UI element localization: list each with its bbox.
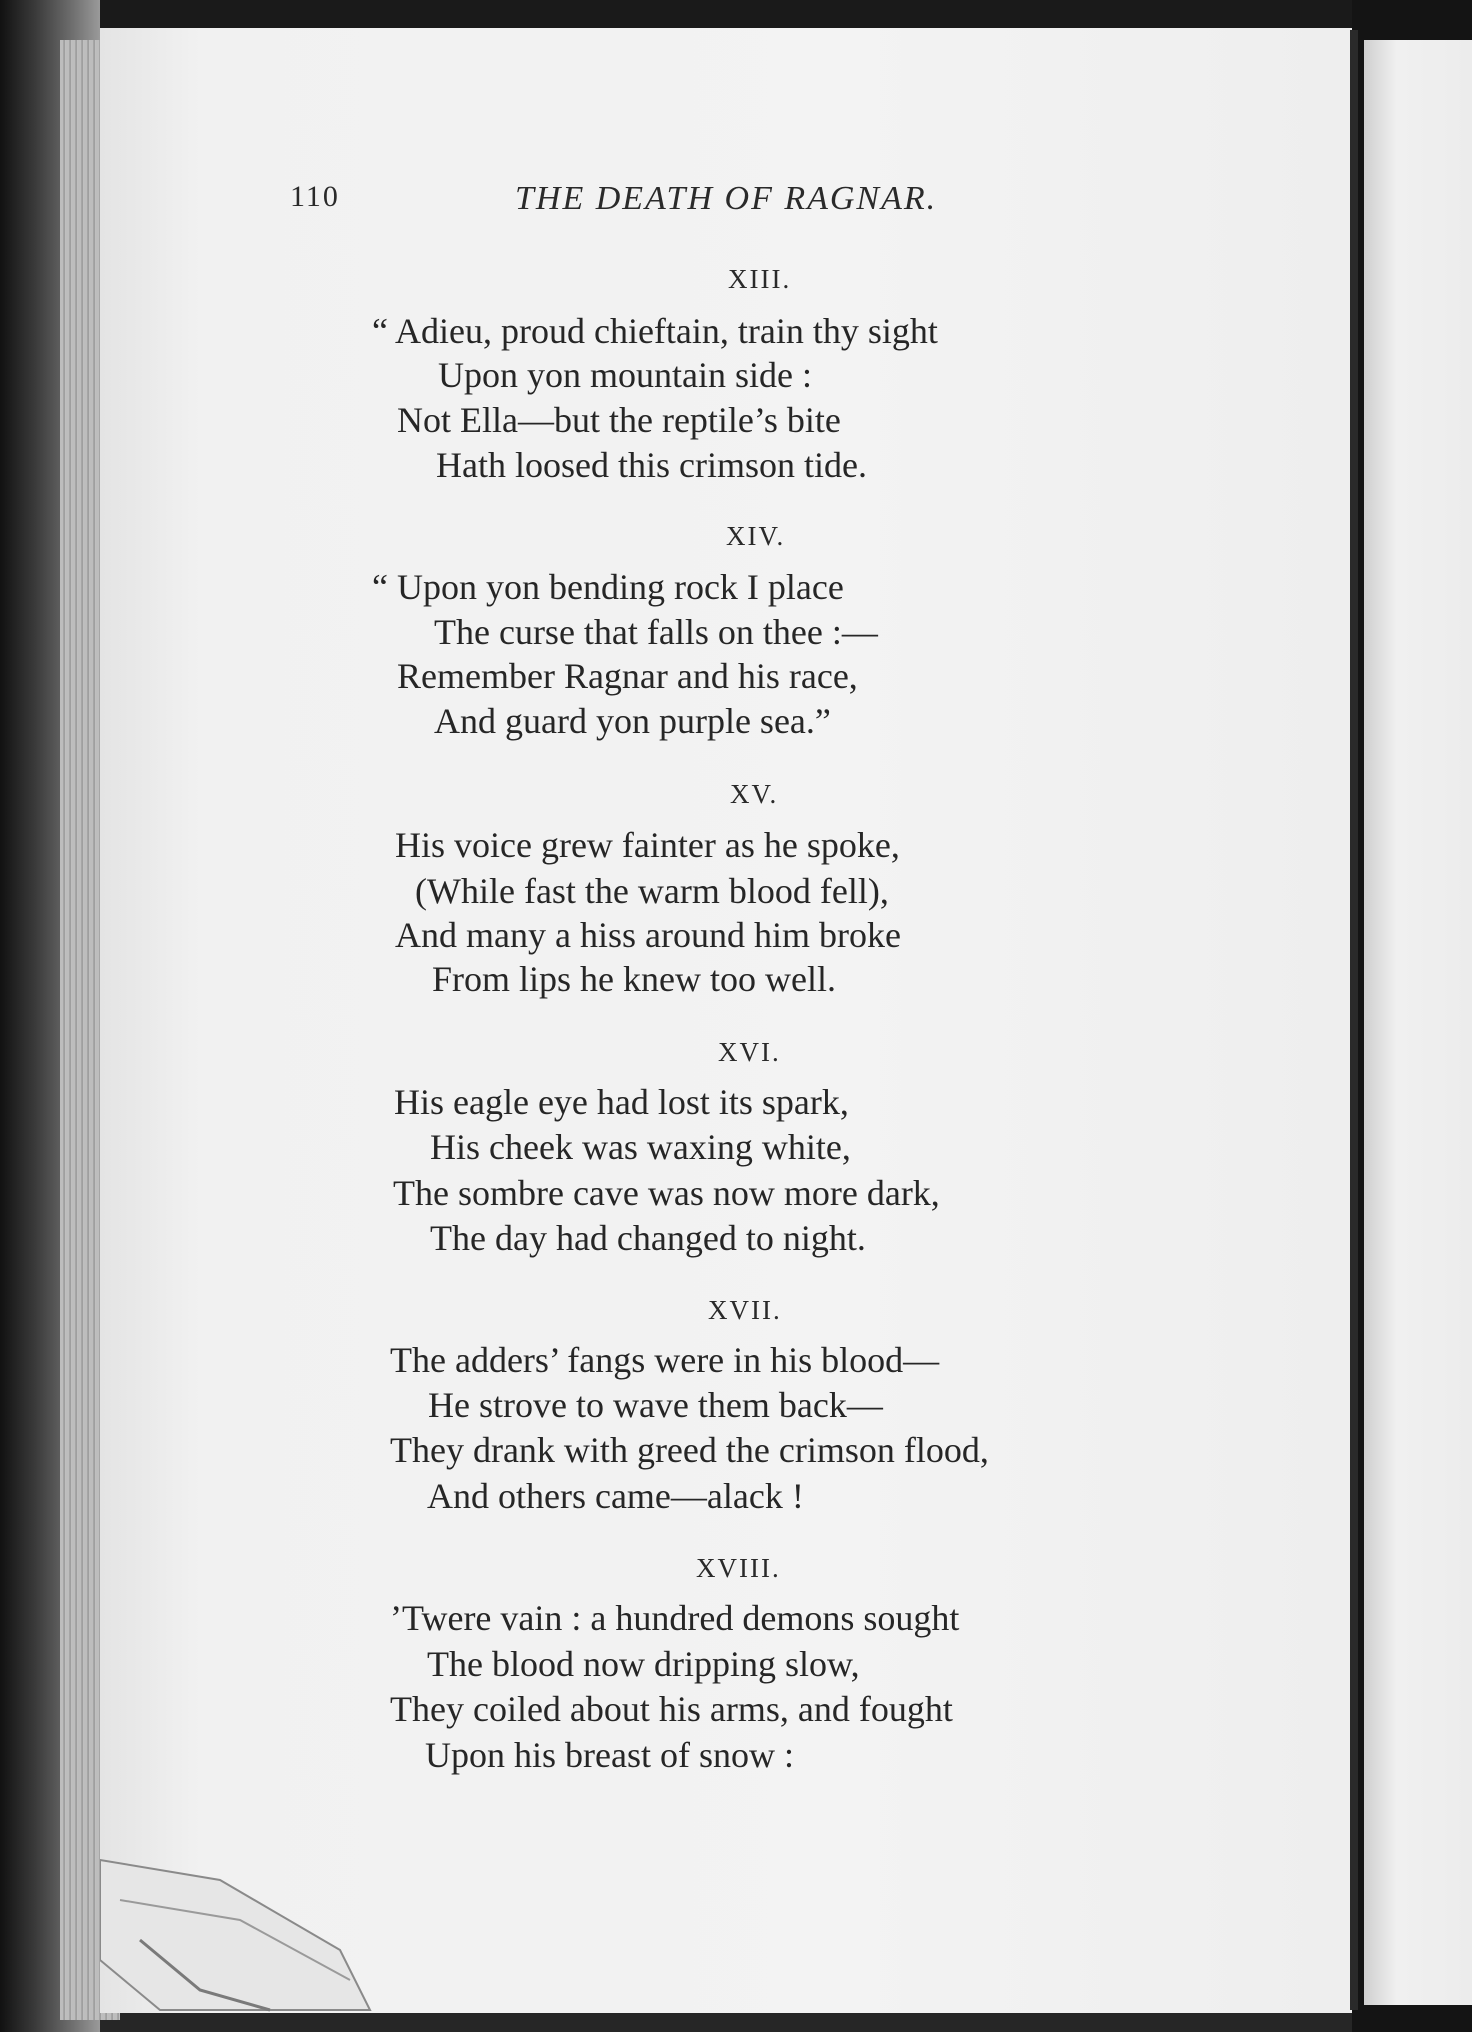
verse-line: “ Adieu, proud chieftain, train thy sight xyxy=(372,311,938,351)
stanza-number: XVI. xyxy=(718,1037,781,1067)
verse-line: And many a hiss around him broke xyxy=(395,915,901,955)
facing-page xyxy=(1364,40,1472,2005)
page-gutter xyxy=(1350,30,1358,2010)
verse-line: His cheek was waxing white, xyxy=(430,1127,851,1167)
verse-line: Upon yon mountain side : xyxy=(438,355,812,395)
stanza-number: XV. xyxy=(730,779,779,809)
verse-line: His voice grew fainter as he spoke, xyxy=(395,825,900,865)
page-number: 110 xyxy=(290,180,340,213)
folded-page-corner xyxy=(100,1840,380,2020)
verse-line: The adders’ fangs were in his blood— xyxy=(390,1340,940,1380)
verse-line: The day had changed to night. xyxy=(430,1218,866,1258)
verse-line: (While fast the warm blood fell), xyxy=(415,871,889,911)
verse-line: His eagle eye had lost its spark, xyxy=(394,1082,849,1122)
scan-top-border xyxy=(0,0,1472,30)
verse-line: The curse that falls on thee :— xyxy=(434,612,878,652)
verse-line: And guard yon purple sea.” xyxy=(434,701,831,741)
stanza-number: XIII. xyxy=(728,264,792,294)
verse-line: Hath loosed this crimson tide. xyxy=(436,445,867,485)
facing-page-edge xyxy=(1352,0,1472,2032)
verse-line: He strove to wave them back— xyxy=(428,1385,883,1425)
verse-line: The sombre cave was now more dark, xyxy=(393,1173,940,1213)
stanza-number: XVIII. xyxy=(696,1553,781,1583)
verse-line: They drank with greed the crimson flood, xyxy=(390,1430,989,1470)
verse-line: ’Twere vain : a hundred demons sought xyxy=(390,1598,960,1638)
verse-line: They coiled about his arms, and fought xyxy=(390,1689,953,1729)
stanza-number: XVII. xyxy=(708,1295,782,1325)
verse-line: And others came—alack ! xyxy=(427,1476,804,1516)
verse-line: Remember Ragnar and his race, xyxy=(397,656,858,696)
verse-line: “ Upon yon bending rock I place xyxy=(372,567,844,607)
running-title: THE DEATH OF RAGNAR. xyxy=(515,180,938,217)
verse-line: The blood now dripping slow, xyxy=(427,1644,860,1684)
verse-line: From lips he knew too well. xyxy=(432,959,836,999)
verse-line: Not Ella—but the reptile’s bite xyxy=(397,400,841,440)
stanza-number: XIV. xyxy=(726,521,786,551)
verse-line: Upon his breast of snow : xyxy=(425,1735,794,1775)
